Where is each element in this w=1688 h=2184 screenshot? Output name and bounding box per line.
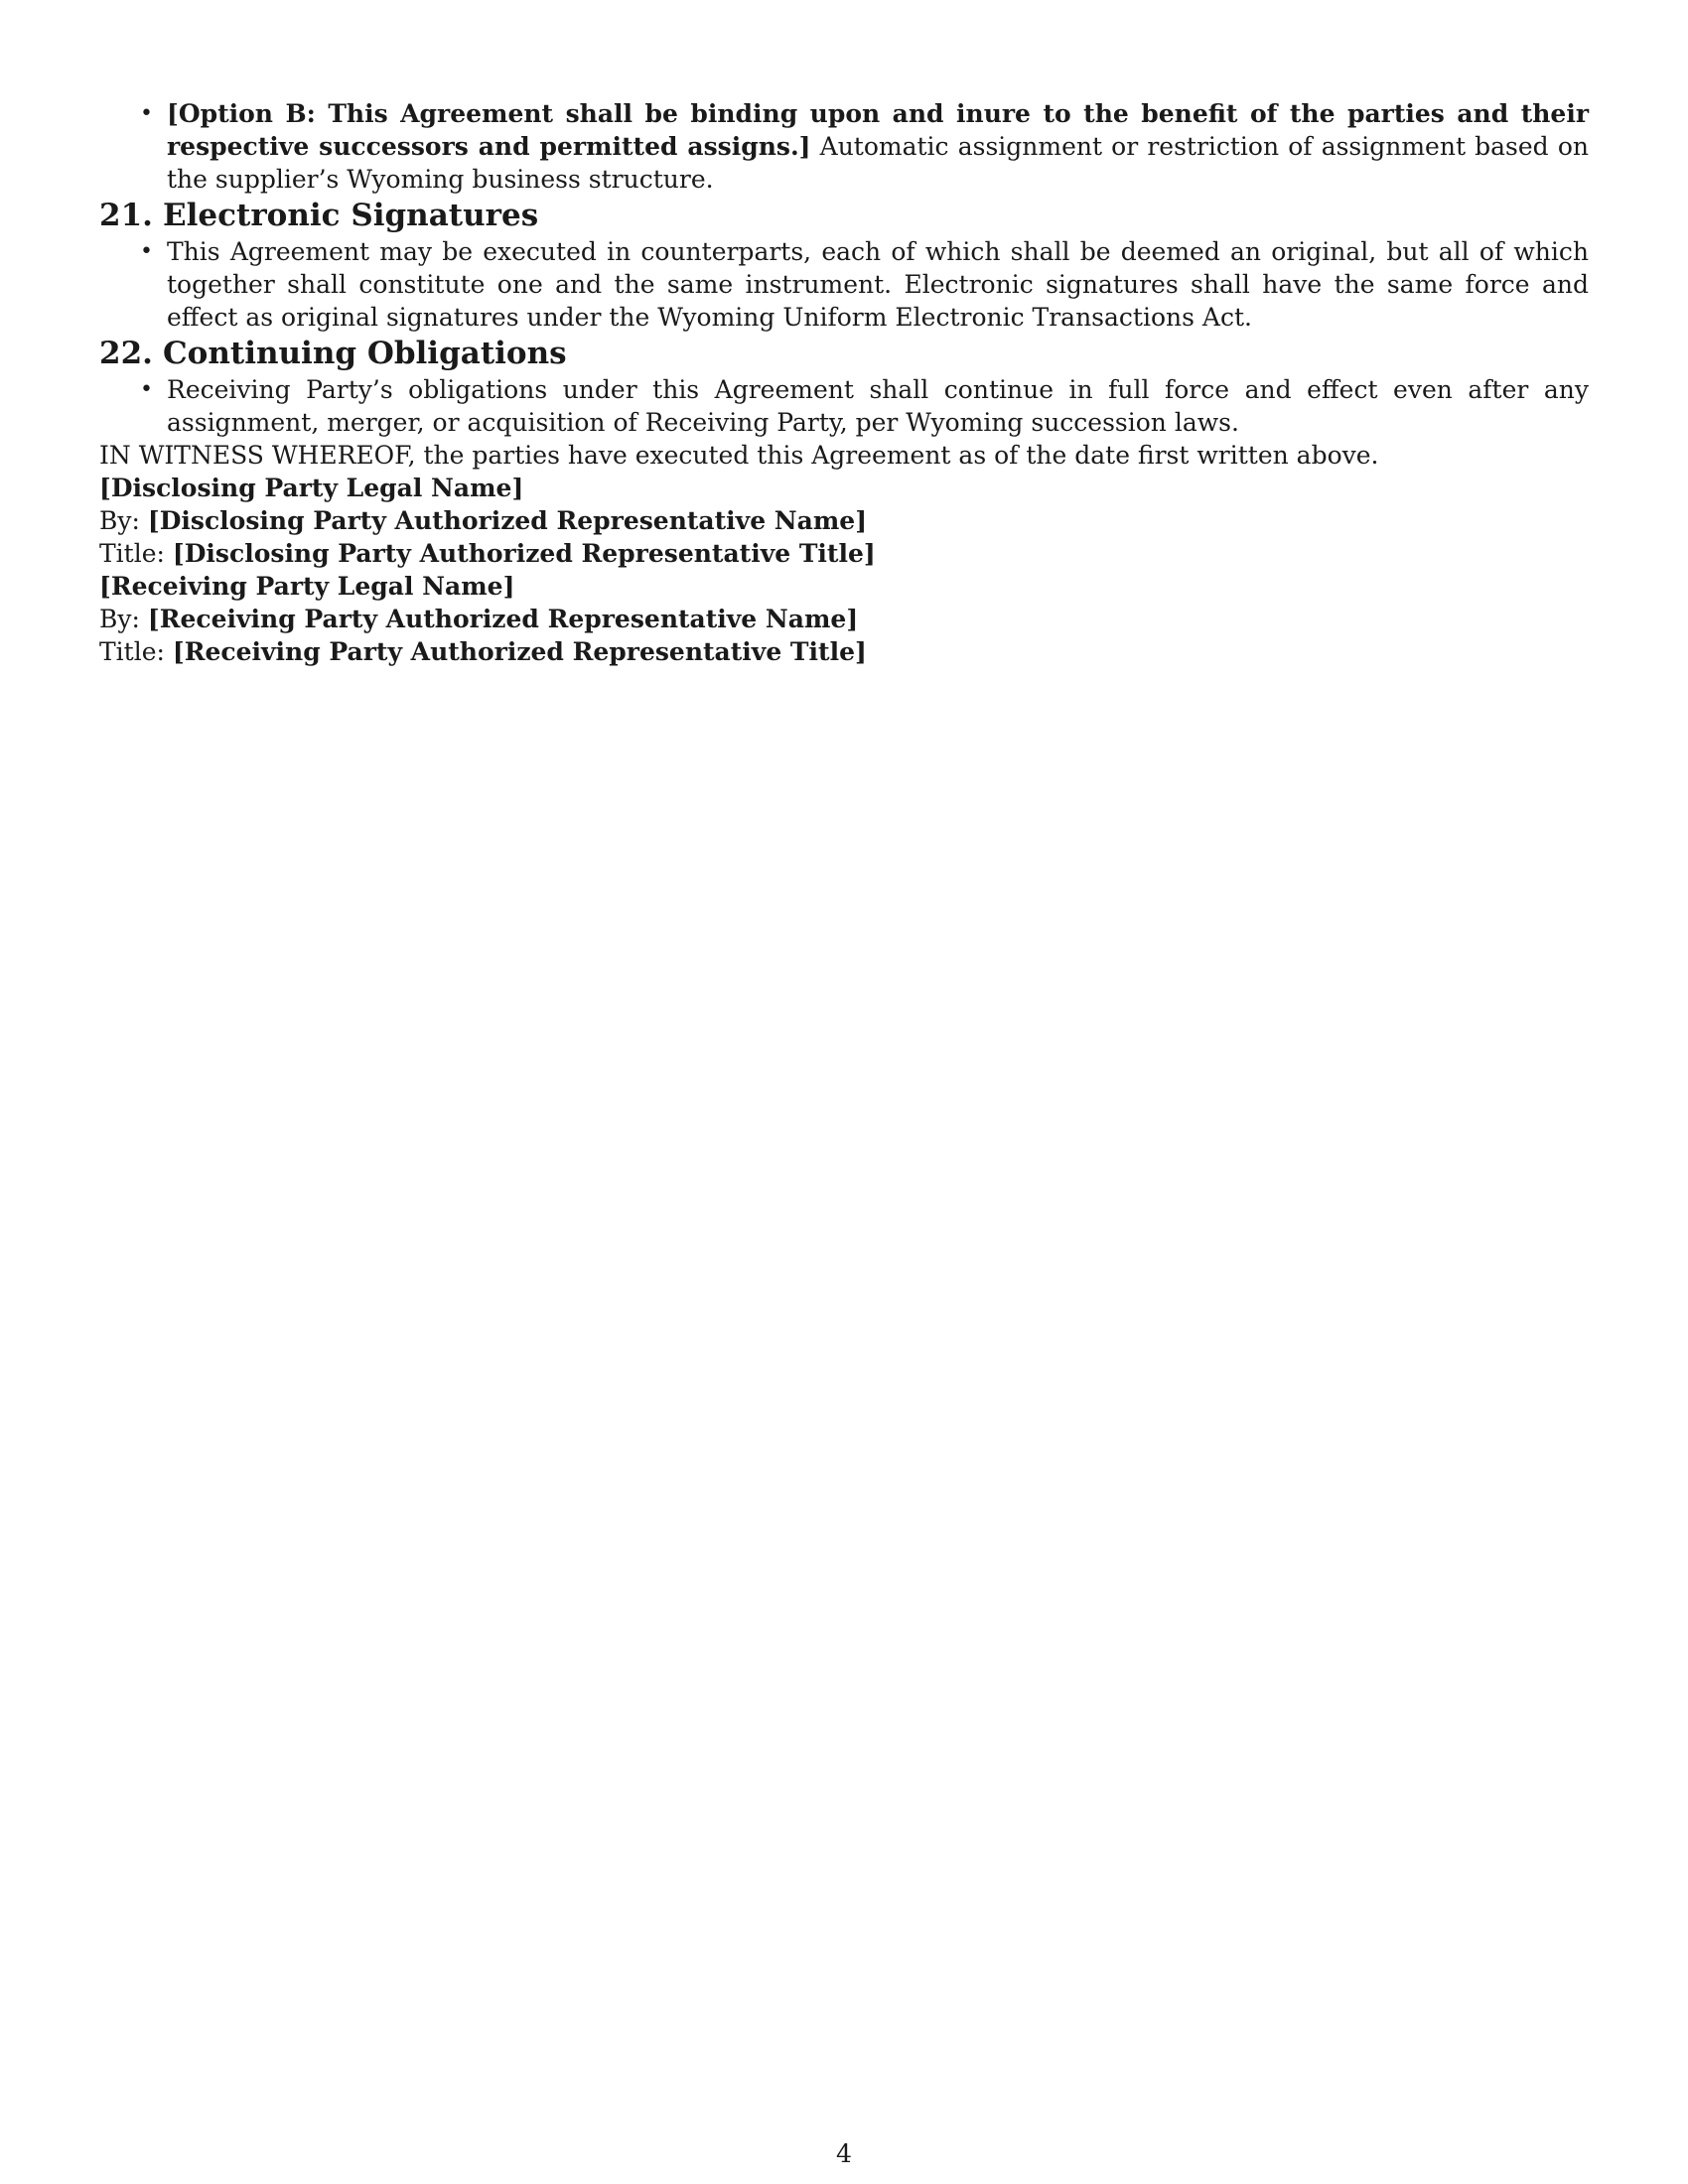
option-b-bold-text: [Option B: This Agreement shall be binding upon and inure to the benefit of the parties and their respective successors and permitted assigns.] [167,99,1589,161]
option-b-plain-text: Automatic assignment or restriction of assignment based on the supplier’s Wyoming business structure. [167,132,1589,194]
bullet-icon: • [140,101,153,126]
section-22-title: Continuing Obligations [163,336,567,371]
receiving-rep-title: [Receiving Party Authorized Representative Title] [172,637,867,666]
title-label: Title: [99,637,173,666]
section-22-number: 22. [99,336,153,371]
section-22-heading [99,334,1589,373]
section-21-number: 21. [99,198,153,233]
by-label: By: [99,605,148,633]
disclosing-rep-title: [Disclosing Party Authorized Representative Title] [172,539,876,568]
title-label: Title: [99,539,173,568]
witness-clause: IN WITNESS WHEREOF, the parties have executed this Agreement as of the date first written above. [99,441,1379,470]
page-number: 4 [836,2139,852,2168]
receiving-rep-name: [Receiving Party Authorized Representative Name] [147,605,859,633]
receiving-party-name: [Receiving Party Legal Name] [99,572,515,601]
disclosing-party-title-line [99,537,1589,570]
section-21-title: Electronic Signatures [163,198,539,233]
document-page [99,0,1589,2184]
option-b-list [99,97,1589,196]
disclosing-party-by-line [99,504,1589,537]
bullet-icon: • [140,239,153,264]
section-22-list [99,373,1589,439]
bullet-icon: • [140,377,153,402]
section-22-text: Receiving Party’s obligations under this Agreement shall continue in full force and effect even after any assignment, merger, or acquisition of Receiving Party, per Wyoming succession laws. [167,375,1589,437]
section-21-item [99,235,1589,334]
receiving-party-title-line [99,635,1589,668]
section-21-text: This Agreement may be executed in counterparts, each of which shall be deemed an original, but all of which together shall constitute one and the same instrument. Electronic signatures shall have the same force and effect as original signatures under the Wyoming Uniform Electronic Transactions Act. [167,237,1589,332]
receiving-party-by-line [99,603,1589,635]
document-content [99,97,1589,668]
by-label: By: [99,506,148,535]
disclosing-party-name: [Disclosing Party Legal Name] [99,474,524,502]
section-21-list [99,235,1589,334]
disclosing-rep-name: [Disclosing Party Authorized Representative Name] [147,506,868,535]
option-b-item [99,97,1589,196]
section-21-heading [99,196,1589,235]
section-22-item [99,373,1589,439]
